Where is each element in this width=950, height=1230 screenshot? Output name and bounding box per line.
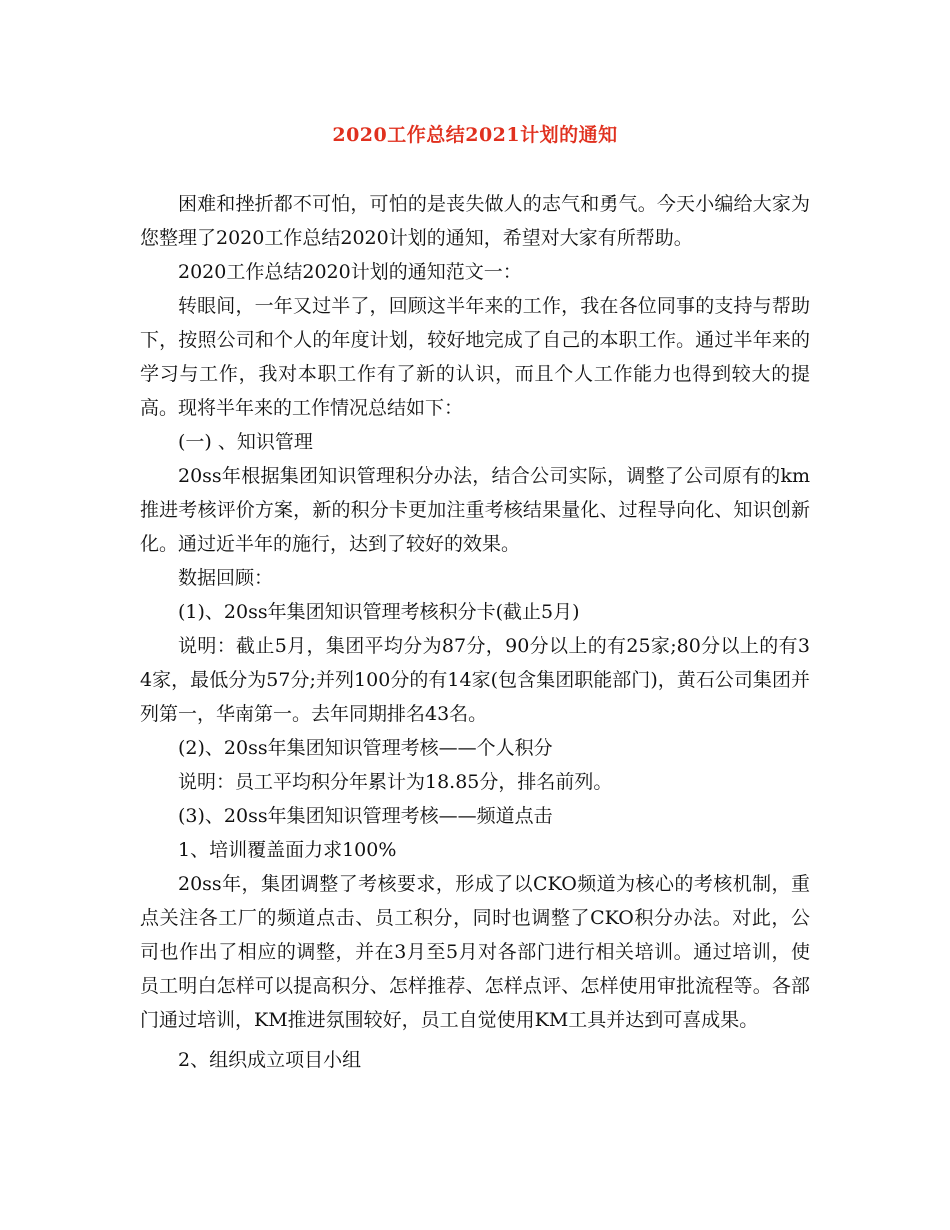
paragraph-training: 20ss年，集团调整了考核要求，形成了以CKO频道为核心的考核机制，重点关注各工厂的频道点击、员工积分，同时也调整了CKO积分办法。对此，公司也作出了相应的调整，并在3月至5月对各部门进行相关培训。通过培训，使员工明白怎样可以提高积分、怎样推荐、怎样点评、怎样使用审批流程等。各部门通过培训，KM推进氛围较好，员工自觉使用KM工具并达到可喜成果。 <box>140 873 810 1031</box>
item-3-channel-clicks: (3)、20ss年集团知识管理考核——频道点击 <box>178 805 553 827</box>
subheading-project-team: 2、组织成立项目小组 <box>178 1049 362 1071</box>
document-title: 2020工作总结2021计划的通知 <box>332 124 618 146</box>
paragraph-summary: 转眼间，一年又过半了，回顾这半年来的工作，我在各位同事的支持与帮助下，按照公司和个人的年度计划，较好地完成了自己的本职工作。通过半年来的学习与工作，我对本职工作有了新的认识，而且个人工作能力也得到较大的提高。现将半年来的工作情况总结如下： <box>140 295 810 419</box>
subheading-training-coverage: 1、培训覆盖面力求100% <box>178 839 397 861</box>
paragraph-score-note: 说明：截止5月，集团平均分为87分，90分以上的有25家;80分以上的有34家，最低分为57分;并列100分的有14家(包含集团职能部门)，黄石公司集团并列第一，华南第一。去年同期排名43名。 <box>140 635 810 725</box>
document-body <box>140 187 810 1077</box>
paragraph-intro: 困难和挫折都不可怕，可怕的是丧失做人的志气和勇气。今天小编给大家为您整理了2020工作总结2020计划的通知，希望对大家有所帮助。 <box>140 193 810 249</box>
paragraph-km-plan: 20ss年根据集团知识管理积分办法，结合公司实际，调整了公司原有的km推进考核评价方案，新的积分卡更加注重考核结果量化、过程导向化、知识创新化。通过近半年的施行，达到了较好的效果。 <box>140 465 810 555</box>
item-2-personal-points: (2)、20ss年集团知识管理考核——个人积分 <box>178 737 553 759</box>
section-heading-knowledge-management: (一) 、知识管理 <box>178 431 313 453</box>
paragraph-personal-note: 说明：员工平均积分年累计为18.85分，排名前列。 <box>178 771 613 793</box>
paragraph-data-review: 数据回顾： <box>178 567 274 589</box>
paragraph-sample-heading: 2020工作总结2020计划的通知范文一： <box>178 261 522 283</box>
item-1-score-card: (1)、20ss年集团知识管理考核积分卡(截止5月) <box>178 601 580 623</box>
